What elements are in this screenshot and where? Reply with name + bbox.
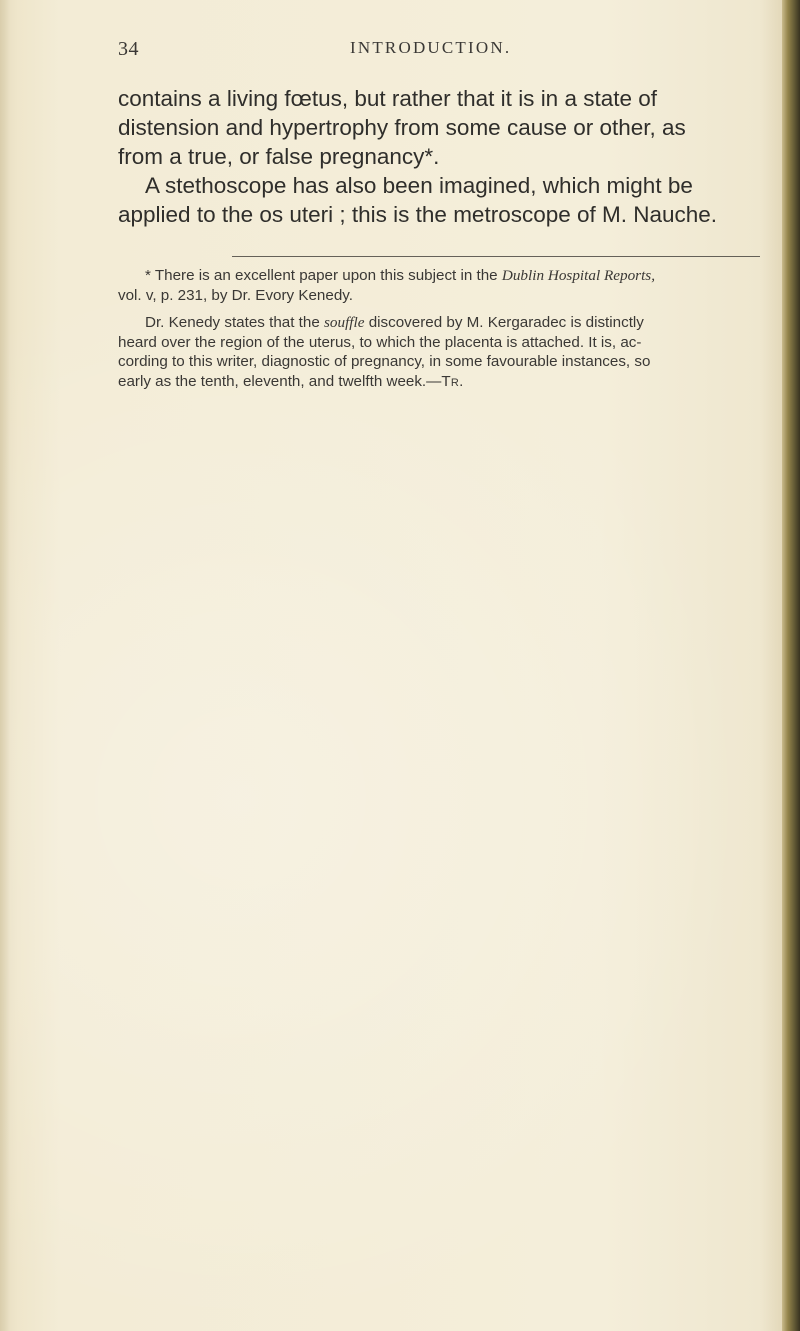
body-line: applied to the os uteri ; this is the metroscope of M. Nauche. (118, 202, 718, 227)
footnote-text: early as the tenth, eleventh, and twelfth week.— (118, 372, 442, 390)
body-line: A stethoscope has also been imagined, which might be (145, 173, 693, 198)
page-left-edge (0, 0, 10, 1331)
running-title: INTRODUCTION. (350, 38, 512, 57)
footnote-line: vol. v, p. 231, by Dr. Evory Kenedy. (118, 286, 353, 304)
footnote-spacer (118, 305, 766, 313)
running-head (118, 38, 758, 60)
body-line: contains a living fœtus, but rather that it is in a state of (118, 86, 658, 111)
footnote-line: heard over the region of the uterus, to which the placenta is attached. It is, ac- (118, 333, 642, 351)
body-line: distension and hypertrophy from some cause or other, as (118, 115, 686, 140)
footnote-line (118, 313, 766, 333)
translator-mark: Tr. (441, 372, 464, 390)
book-spine-edge (782, 0, 800, 1331)
page-number: 34 (118, 38, 139, 60)
footnote-text: Dr. Kenedy states that the (145, 314, 324, 331)
footnote-text: * There is an excellent paper upon this subject in the (145, 267, 502, 284)
footnote-line (118, 266, 766, 286)
footnotes (118, 266, 766, 391)
footnote-line (118, 372, 766, 392)
footnote-italic-term: souffle (323, 314, 365, 331)
footnote-line: cording to this writer, diagnostic of pregnancy, in some favourable instances, so (118, 353, 651, 370)
footnote-text: discovered by M. Kergaradec is distinctly (364, 314, 644, 331)
footnote-divider (232, 256, 760, 257)
body-line: from a true, or false pregnancy*. (118, 144, 440, 169)
footnote-italic-title: Dublin Hospital Reports, (501, 267, 656, 284)
main-text (118, 84, 766, 229)
